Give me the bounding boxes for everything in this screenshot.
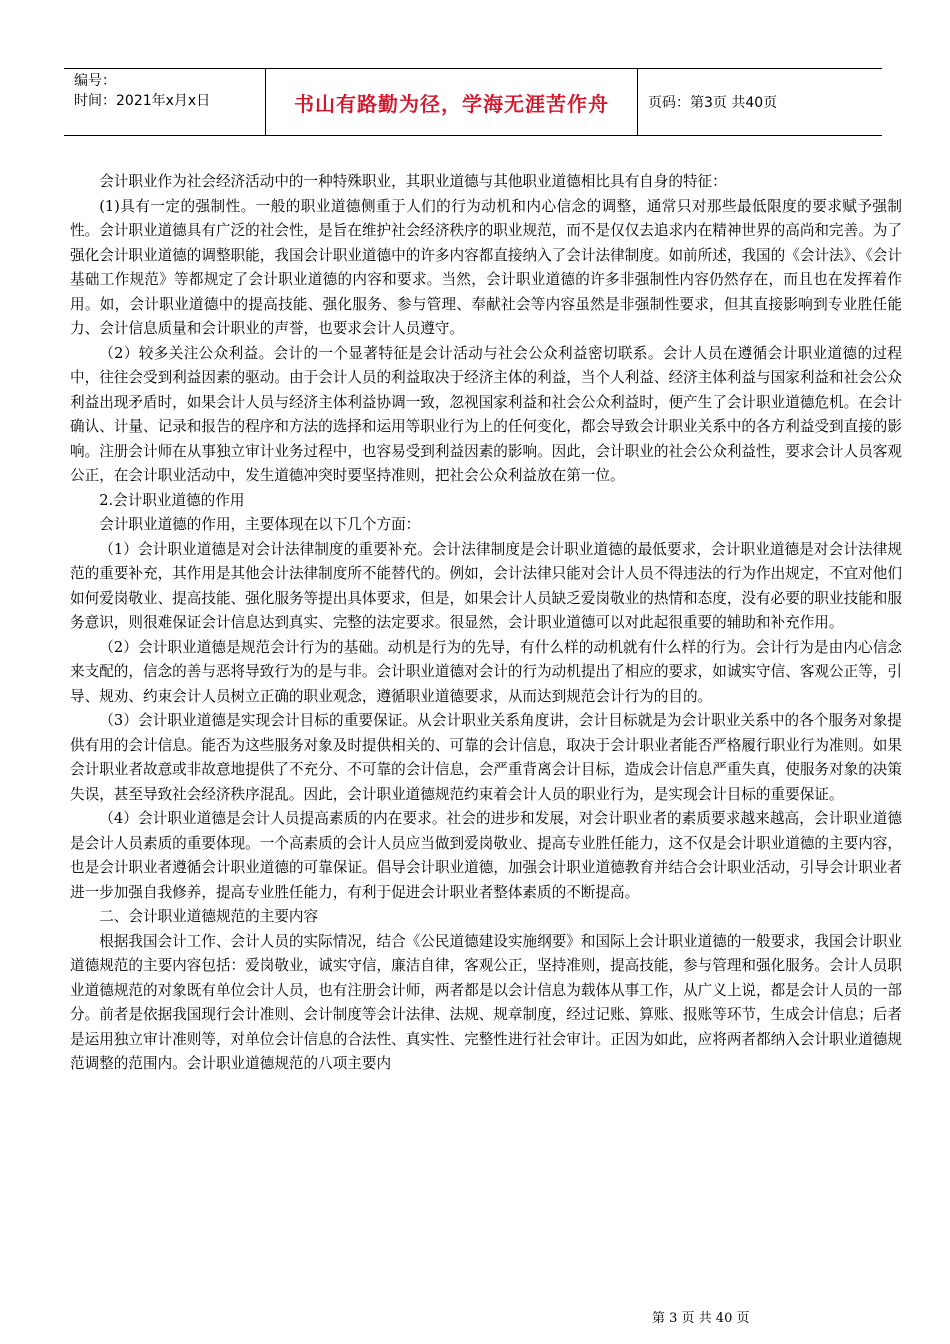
header-motto: 书山有路勤为径，学海无涯苦作舟 xyxy=(294,91,609,116)
header-motto-cell xyxy=(266,69,638,135)
paragraph-role-1: （1）会计职业道德是对会计法律制度的重要补充。会计法律制度是会计职业道德的最低要求，会计职业道德是对会计法律规范的重要补充，其作用是其他会计法律制度所不能替代的。例如，会计法律只能对会计人员不得违法的行为作出规定，不宜对他们如何爱岗敬业、提高技能、强化服务等提出具体要求，但是，如果会计人员缺乏爱岗敬业的热情和态度，没有必要的职业技能和服务意识，则很难保证会计信息达到真实、完整的法定要求。很显然，会计职业道德可以对此起很重要的辅助和补充作用。 xyxy=(70,540,902,631)
paragraph-public-interest: （2）较多关注公众利益。会计的一个显著特征是会计活动与社会公众利益密切联系。会计人员在遵循会计职业道德的过程中，往往会受到利益因素的驱动。由于会计人员的利益取决于经济主体的利益，当个人利益、经济主体利益与国家利益和社会公众利益出现矛盾时，如果会计人员与经济主体利益协调一致，忽视国家利益和社会公众利益时，便产生了会计职业道德危机。在会计确认、计量、记录和报告的程序和方法的选择和运用等职业行为上的任何变化，都会导致会计职业关系中的各方利益受到直接的影响。注册会计师在从事独立审计业务过程中，也容易受到利益因素的影响。因此，会计职业的社会公众利益性，要求会计人员客观公正，在会计职业活动中，发生道德冲突时要坚持准则，把社会公众利益放在第一位。 xyxy=(70,344,902,484)
header-table xyxy=(64,68,882,136)
header-meta-cell xyxy=(64,69,266,135)
document-body xyxy=(70,170,902,1077)
header-page-number: 页码：第3页 共40页 xyxy=(648,95,778,111)
footer-page-number: 第 3 页 共 40 页 xyxy=(652,1311,750,1326)
paragraph-coercive: (1)具有一定的强制性。一般的职业道德侧重于人们的行为动机和内心信念的调整，通常只对那些最低限度的要求赋予强制性。会计职业道德具有广泛的社会性，是旨在维护社会经济秩序的职业规范，而不是仅仅去追求内在精神世界的高尚和完善。为了强化会计职业道德的调整职能，我国会计职业道德中的许多内容都直接纳入了会计法律制度。如前所述，我国的《会计法》、《会计基础工作规范》等都规定了会计职业道德的内容和要求。当然，会计职业道德的许多非强制性内容仍然存在，而且也在发挥着作用。如，会计职业道德中的提高技能、强化服务、参与管理、奉献社会等内容虽然是非强制性要求，但其直接影响到专业胜任能力、会计信息质量和会计职业的声誉，也要求会计人员遵守。 xyxy=(70,197,902,337)
section-heading-content: 二、会计职业道德规范的主要内容 xyxy=(99,908,319,925)
section-heading-role: 2.会计职业道德的作用 xyxy=(99,491,245,509)
paragraph-intro: 会计职业作为社会经济活动中的一种特殊职业，其职业道德与其他职业道德相比具有自身的特征： xyxy=(99,173,727,190)
paragraph-role-intro: 会计职业道德的作用，主要体现在以下几个方面： xyxy=(99,516,421,533)
paragraph-content: 根据我国会计工作、会计人员的实际情况，结合《公民道德建设实施纲要》和国际上会计职业道德的一般要求，我国会计职业道德规范的主要内容包括：爱岗敬业，诚实守信，廉洁自律，客观公正，坚持准则，提高技能，参与管理和强化服务。会计人员职业道德规范的对象既有单位会计人员，也有注册会计师，两者都是以会计信息为载体从事工作，从广义上说，都是会计人员的一部分。前者是依据我国现行会计准则、会计制度等会计法律、法规、规章制度，经过记账、算账、报账等环节，生成会计信息；后者是运用独立审计准则等，对单位会计信息的合法性、真实性、完整性进行社会审计。正因为如此，应将两者都纳入会计职业道德规范调整的范围内。会计职业道德规范的八项主要内 xyxy=(70,932,902,1072)
paragraph-role-4: （4）会计职业道德是会计人员提高素质的内在要求。社会的进步和发展，对会计职业者的素质要求越来越高，会计职业道德是会计人员素质的重要体现。一个高素质的会计人员应当做到爱岗敬业、提高专业胜任能力，这不仅是会计职业道德的主要内容，也是会计职业者遵循会计职业道德的可靠保证。倡导会计职业道德，加强会计职业道德教育并结合会计职业活动，引导会计职业者进一步加强自我修养，提高专业胜任能力，有利于促进会计职业者整体素质的不断提高。 xyxy=(70,810,902,901)
paragraph-role-3: （3）会计职业道德是实现会计目标的重要保证。从会计职业关系角度讲，会计目标就是为会计职业关系中的各个服务对象提供有用的会计信息。能否为这些服务对象及时提供相关的、可靠的会计信息，取决于会计职业者能否严格履行职业行为准则。如果会计职业者故意或非故意地提供了不充分、不可靠的会计信息，会严重背离会计目标，造成会计信息严重失真，使服务对象的决策失误，甚至导致社会经济秩序混乱。因此，会计职业道德规范约束着会计人员的职业行为，是实现会计目标的重要保证。 xyxy=(70,712,902,803)
document-time-label: 时间：2021年x月x日 xyxy=(74,93,211,109)
header-page-cell xyxy=(638,69,882,135)
document-number-label: 编号： xyxy=(74,73,116,89)
paragraph-role-2: （2）会计职业道德是规范会计行为的基础。动机是行为的先导，有什么样的动机就有什么样的行为。会计行为是由内心信念来支配的，信念的善与恶将导致行为的是与非。会计职业道德对会计的行为动机提出了相应的要求，如诚实守信、客观公正等，引导、规劝、约束会计人员树立正确的职业观念，遵循职业道德要求，从而达到规范会计行为的目的。 xyxy=(70,638,902,705)
